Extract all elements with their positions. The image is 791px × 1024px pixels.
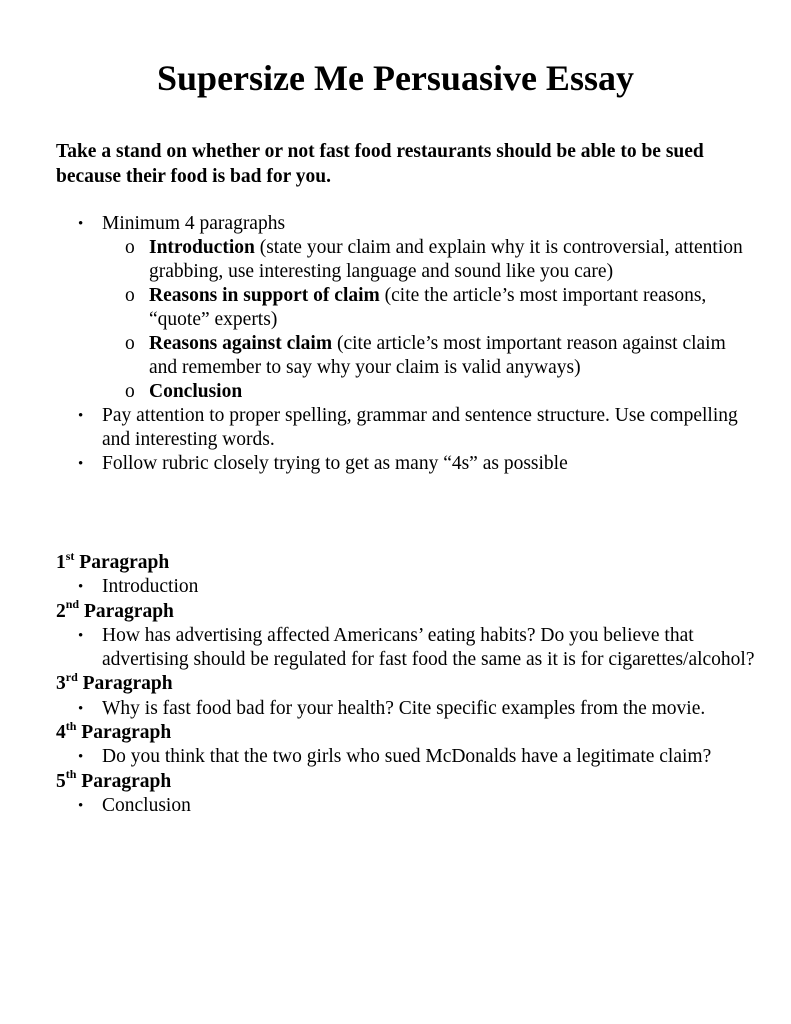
bullet-icon: • (78, 456, 84, 472)
requirements-list (56, 212, 756, 476)
paragraph-outline (56, 548, 756, 818)
sub-bullet-icon: o (125, 237, 135, 258)
sub-item-label: Introduction (149, 237, 255, 258)
paragraph-heading: 1st Paragraph (56, 548, 170, 573)
paragraph-item: Do you think that the two girls who sued McDonalds have a legitimate claim? (102, 746, 712, 768)
list-item (56, 697, 756, 721)
bullet-icon: • (78, 216, 84, 232)
essay-prompt: Take a stand on whether or not fast food restaurants should be able to be sued because their food is bad for you. (56, 141, 704, 187)
list-item (56, 624, 756, 673)
requirement-text: Follow rubric closely trying to get as many “4s” as possible (102, 453, 568, 474)
list-item (56, 404, 756, 452)
bullet-icon: • (78, 579, 84, 596)
sub-item-label: Reasons in support of claim (149, 285, 380, 306)
sub-list-item (56, 332, 756, 380)
bullet-icon: • (78, 797, 84, 814)
paragraph-heading: 4th Paragraph (56, 718, 172, 744)
requirement-text: Minimum 4 paragraphs (102, 213, 286, 234)
paragraph-item: How has advertising affected Americans’ eating habits? Do you believe that advertising should be regulated for fast food the same as it is for cigarettes/alcohol? (102, 624, 755, 671)
bullet-icon: • (78, 408, 84, 424)
sub-bullet-icon: o (125, 285, 135, 306)
bullet-icon: • (78, 749, 84, 766)
sub-bullet-icon: o (125, 333, 135, 354)
sub-item-label: Reasons against claim (149, 333, 333, 354)
requirement-text: Pay attention to proper spelling, grammar and sentence structure. Use compelling and interesting words. (102, 405, 738, 450)
sub-item-text: (cite the article’s most important reasons, “quote” experts) (149, 285, 707, 330)
sub-list-item (56, 236, 756, 284)
list-item (56, 575, 756, 599)
sub-item-text: (cite article’s most important reason against claim and remember to say why your claim is valid anyways) (149, 333, 726, 378)
paragraph-heading: 2nd Paragraph (56, 597, 174, 622)
paragraph-item: Introduction (102, 576, 199, 598)
sub-bullet-icon: o (125, 381, 135, 402)
list-item (56, 745, 756, 769)
list-item (56, 794, 756, 818)
page-title: Supersize Me Persuasive Essay (157, 58, 634, 98)
sub-list-item (56, 284, 756, 332)
sub-list-item (56, 380, 756, 404)
sub-item-text: (state your claim and explain why it is controversial, attention grabbing, use interesting language and sound like you care) (149, 237, 743, 282)
list-item (56, 452, 756, 476)
bullet-icon: • (78, 627, 84, 644)
paragraph-item: Conclusion (102, 794, 191, 816)
paragraph-heading: 3rd Paragraph (56, 669, 173, 695)
list-item (56, 212, 756, 236)
bullet-icon: • (78, 700, 84, 717)
paragraph-heading: 5th Paragraph (56, 767, 172, 792)
paragraph-item: Why is fast food bad for your health? Cite specific examples from the movie. (102, 697, 706, 719)
sub-item-label: Conclusion (149, 381, 243, 402)
